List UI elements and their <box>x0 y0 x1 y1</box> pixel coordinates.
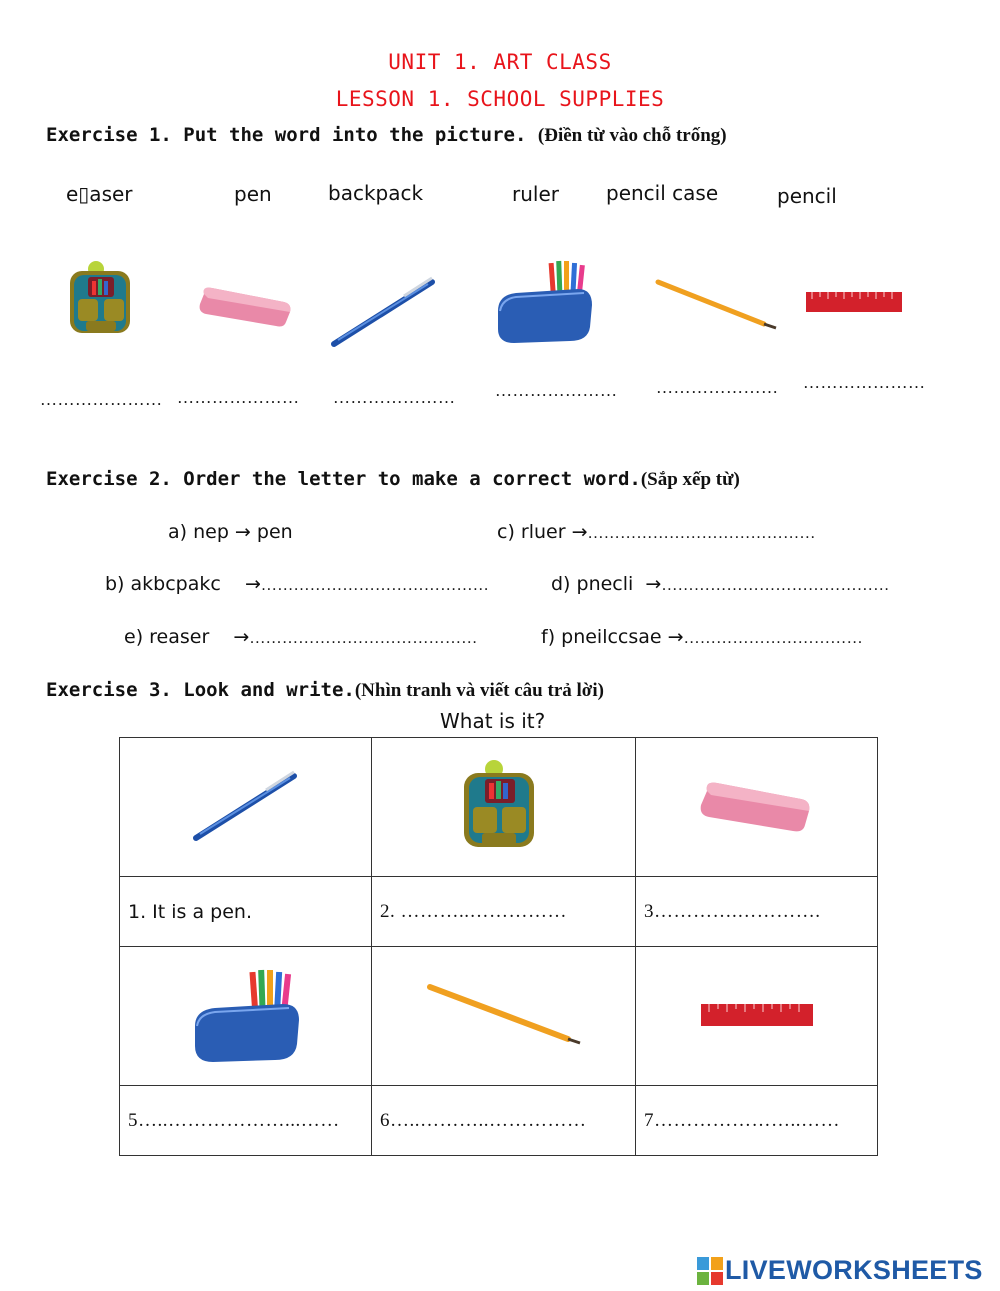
order-blank[interactable]: …………………………………… <box>661 577 890 594</box>
lesson-title: LESSON 1. SCHOOL SUPPLIES <box>335 87 665 111</box>
order-blank[interactable]: …………………………… <box>683 630 863 647</box>
picture-cell <box>120 738 372 877</box>
exercise3-vn: (Nhìn tranh và viết câu trả lời) <box>354 680 604 701</box>
ruler-icon <box>806 292 902 314</box>
answer-cell-7[interactable]: 7…………………..…… <box>636 1086 878 1156</box>
pencil-case-icon <box>494 255 594 347</box>
answer-cell-2[interactable]: 2. ………..…………… <box>372 877 636 947</box>
word-pencil-case: pencil case <box>606 181 719 205</box>
word-backpack: backpack <box>328 181 424 205</box>
order-question: a) nep → pen <box>168 521 293 543</box>
picture-cell <box>120 947 372 1086</box>
order-blank[interactable]: …………………………………… <box>260 577 490 594</box>
picture-cell <box>636 947 878 1086</box>
blank-6[interactable]: ………………… <box>803 373 926 392</box>
answer-cell-6[interactable]: 6…..………..…………… <box>372 1086 636 1156</box>
blank-3[interactable]: ………………… <box>333 388 456 407</box>
ruler-icon <box>701 1004 813 1028</box>
exercise1-heading <box>46 124 727 147</box>
exercise3-table <box>119 737 878 1156</box>
pencil-icon <box>424 981 584 1051</box>
order-question: e) reaser → <box>124 626 250 648</box>
blank-4[interactable]: ………………… <box>495 381 618 400</box>
brand-name: LIVEWORKSHEETS <box>725 1255 983 1285</box>
liveworksheets-logo[interactable] <box>697 1255 983 1286</box>
order-item-a <box>168 521 293 543</box>
picture-cell <box>372 947 636 1086</box>
order-item-d <box>551 573 890 595</box>
liveworksheets-logo-icon <box>697 1257 723 1285</box>
word-eraser: e▯aser <box>66 182 133 206</box>
backpack-icon <box>60 255 150 345</box>
blank-1[interactable]: ………………… <box>40 390 163 409</box>
order-blank[interactable]: …………………………………… <box>249 630 478 647</box>
answer-cell-5[interactable]: 5…..………………...…… <box>120 1086 372 1156</box>
blank-2[interactable]: ………………… <box>177 388 300 407</box>
pen-icon <box>190 770 302 844</box>
exercise2-vn: (Sắp xếp từ) <box>640 469 740 490</box>
question-what-is-it: What is it? <box>440 709 546 733</box>
exercise3-heading <box>46 679 604 702</box>
pencil-case-icon <box>191 966 301 1066</box>
unit-title: UNIT 1. ART CLASS <box>388 50 612 74</box>
pencil-icon <box>652 276 780 332</box>
answer-cell-3[interactable]: 3………….…………. <box>636 877 878 947</box>
backpack-icon <box>454 755 554 859</box>
picture-cell <box>636 738 878 877</box>
exercise2-title: Exercise 2. Order the letter to make a correct word. <box>46 468 641 490</box>
eraser-icon <box>697 777 817 837</box>
order-question: b) akbcpakc → <box>105 573 261 595</box>
order-blank[interactable]: …………………………………… <box>587 525 816 542</box>
exercise2-heading <box>46 468 740 491</box>
order-item-e <box>124 626 478 648</box>
exercise1-title: Exercise 1. Put the word into the picture. <box>46 124 527 146</box>
word-ruler: ruler <box>512 182 559 206</box>
order-item-f <box>541 626 863 648</box>
pen-icon <box>328 276 440 350</box>
blank-5[interactable]: ………………… <box>656 378 779 397</box>
word-pen: pen <box>234 182 272 206</box>
exercise1-vn: (Điền từ vào chỗ trống) <box>537 125 727 146</box>
eraser-icon <box>196 284 296 330</box>
word-pencil: pencil <box>777 184 837 208</box>
exercise3-title: Exercise 3. Look and write. <box>46 679 355 701</box>
answer-cell-1: 1. It is a pen. <box>120 877 372 947</box>
order-question: c) rluer → <box>497 521 588 543</box>
picture-cell <box>372 738 636 877</box>
order-item-c <box>497 521 816 543</box>
order-item-b <box>105 573 489 595</box>
order-question: f) pneilccsae → <box>541 626 684 648</box>
order-question: d) pnecli → <box>551 573 662 595</box>
